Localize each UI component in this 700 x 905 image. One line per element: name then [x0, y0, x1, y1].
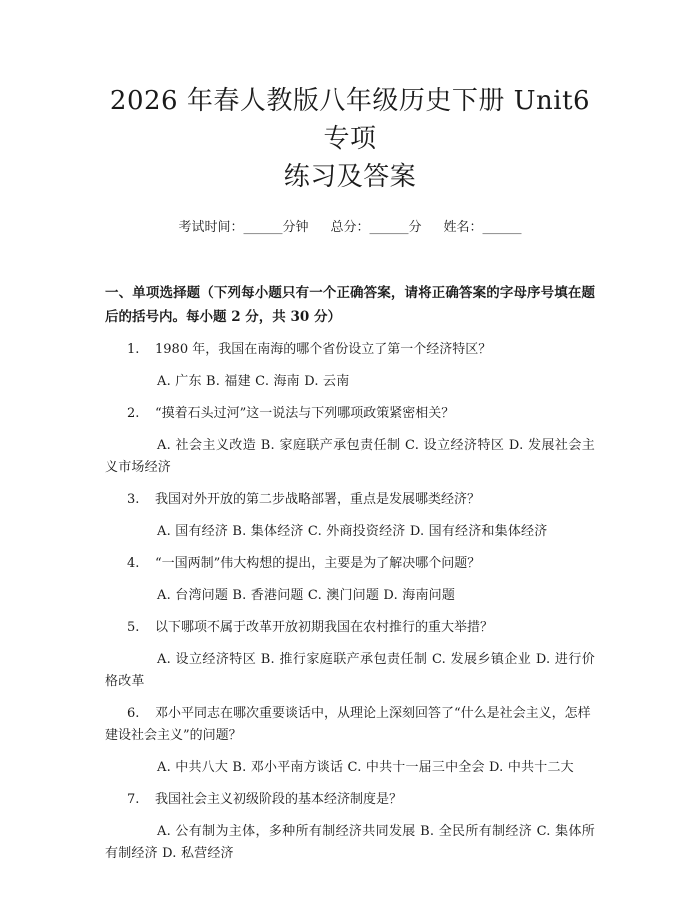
question-text: 邓小平同志在哪次重要谈话中，从理论上深刻回答了“什么是社会主义，怎样建设社会主义”的问题？ [105, 706, 591, 743]
question-text: “摸着石头过河”这一说法与下列哪项政策紧密相关？ [155, 406, 455, 421]
question-text: 以下哪项不属于改革开放初期我国在农村推行的重大举措？ [155, 620, 494, 635]
question-stem [105, 789, 595, 811]
section-heading-single-choice: 一、单项选择题（下列每小题只有一个正确答案，请将正确答案的字母序号填在题后的括号内。每小题 2 分，共 30 分） [105, 285, 595, 325]
question-number: 6. [127, 706, 140, 721]
title-line-2: 练习及答案 [283, 162, 417, 192]
question-number: 1. [127, 342, 140, 357]
question-number: 3. [127, 492, 140, 507]
question-text: 我国社会主义初级阶段的基本经济制度是？ [155, 792, 403, 807]
title-line-1: 2026 年春人教版八年级历史下册 Unit6 专项 [109, 86, 591, 154]
question-number: 2. [127, 406, 140, 421]
question-stem [105, 403, 595, 425]
question-stem [105, 617, 595, 639]
question-options: A. 台湾问题 B. 香港问题 C. 澳门问题 D. 海南问题 [157, 588, 456, 603]
document-title [105, 82, 595, 196]
question-options: A. 国有经济 B. 集体经济 C. 外商投资经济 D. 国有经济和集体经济 [157, 524, 548, 539]
question-text: “一国两制”伟大构想的提出，主要是为了解决哪个问题？ [155, 556, 481, 571]
question-list [105, 339, 595, 865]
question-number: 4. [127, 556, 140, 571]
exam-meta [105, 219, 595, 237]
question-options: A. 中共八大 B. 邓小平南方谈话 C. 中共十一届三中全会 D. 中共十二大 [157, 760, 574, 775]
question-text: 1980 年，我国在南海的哪个省份设立了第一个经济特区？ [155, 342, 492, 357]
question-options: A. 社会主义改造 B. 家庭联产承包责任制 C. 设立经济特区 D. 发展社会主义市场经济 [105, 438, 595, 475]
question-stem [105, 703, 595, 747]
question-options: A. 公有制为主体，多种所有制经济共同发展 B. 全民所有制经济 C. 集体所有制经济 D. 私营经济 [105, 824, 595, 861]
question-number: 5. [127, 620, 140, 635]
question-number: 7. [127, 792, 140, 807]
question-stem [105, 553, 595, 575]
question-options: A. 设立经济特区 B. 推行家庭联产承包责任制 C. 发展乡镇企业 D. 进行价格改革 [105, 652, 595, 689]
student-name-field: 姓名：______ [443, 220, 522, 235]
question-stem [105, 339, 595, 361]
question-stem [105, 489, 595, 511]
exam-time-field: 考试时间：______分钟 [178, 220, 309, 235]
question-options: A. 广东 B. 福建 C. 海南 D. 云南 [157, 374, 350, 389]
question-text: 我国对外开放的第二步战略部署，重点是发展哪类经济？ [155, 492, 481, 507]
total-score-field: 总分：______分 [330, 220, 422, 235]
